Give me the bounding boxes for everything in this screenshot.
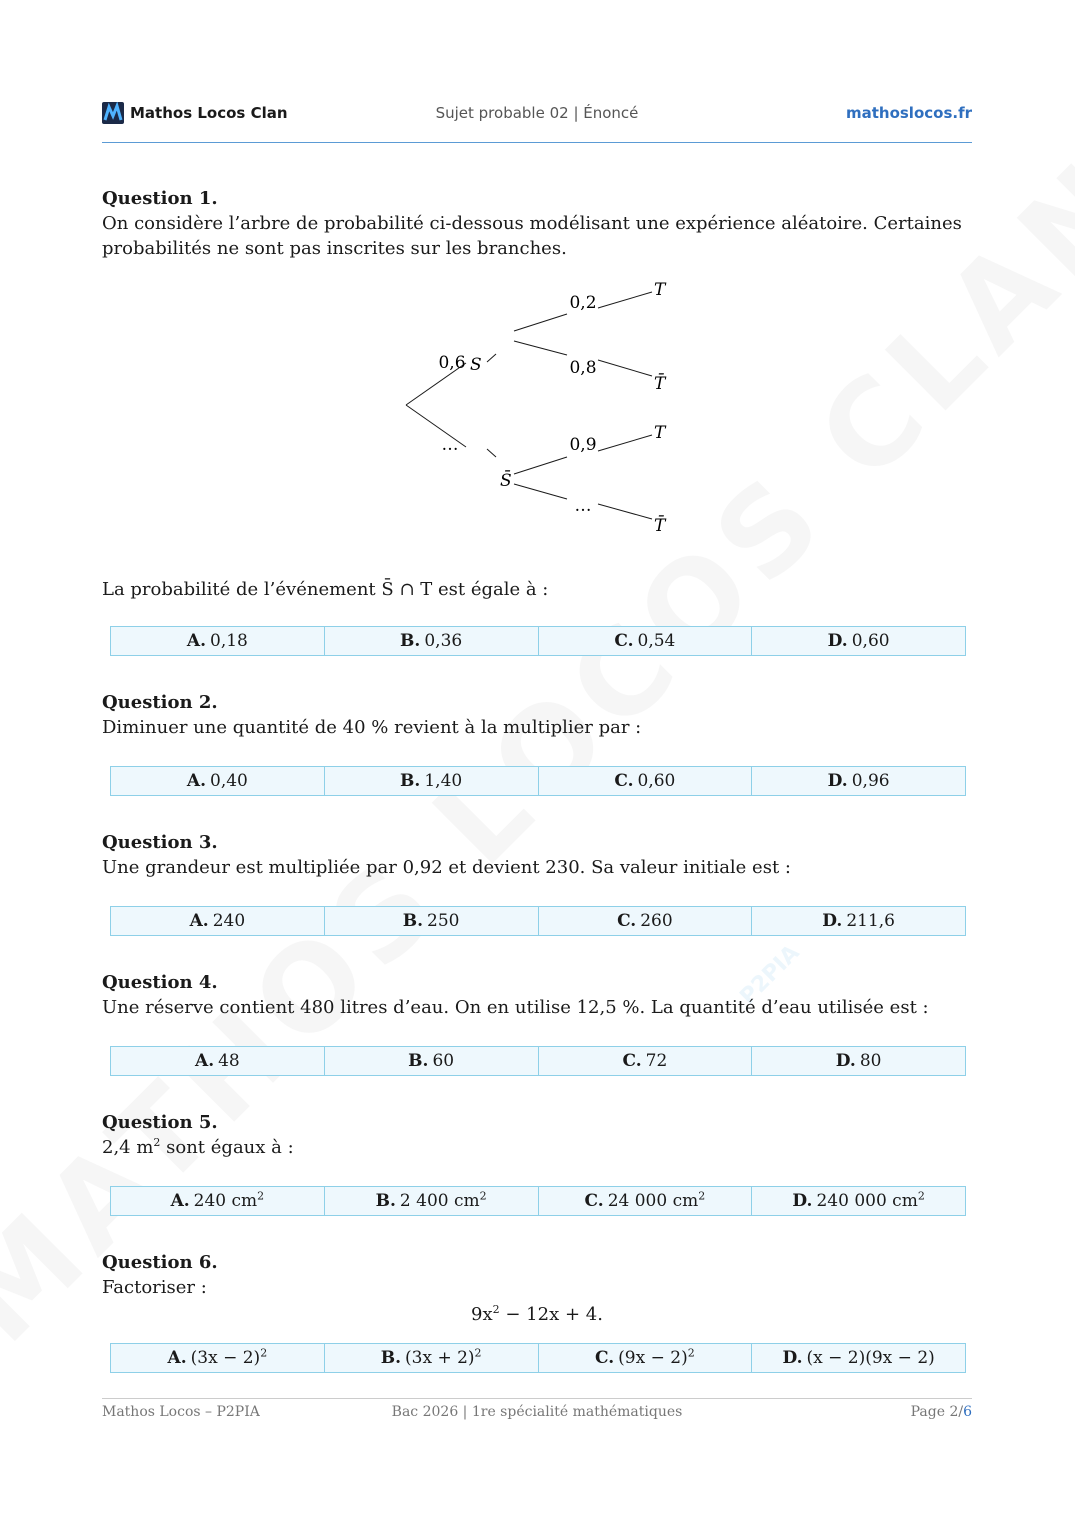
page-footer: [102, 1404, 972, 1424]
choice-a[interactable]: A. 0,40: [111, 767, 325, 795]
question-title: Question 4.: [102, 972, 218, 993]
question-title: Question 6.: [102, 1252, 218, 1273]
choice-a[interactable]: A. $(3x - 2)^2$: [111, 1344, 325, 1372]
content: [102, 188, 972, 1373]
choice-a[interactable]: A. 0,18: [111, 627, 325, 655]
answer-choices: [110, 626, 966, 656]
choice-d[interactable]: D. 80: [835, 1051, 882, 1071]
probability-tree: [402, 279, 682, 549]
question-text: Une grandeur est multipliée par 0,92 et devient 230. Sa valeur initiale est :: [102, 857, 791, 878]
tree-prob-s-t: 0,2: [569, 293, 597, 313]
question-text: On considère l’arbre de probabilité ci-dessous modélisant une expérience aléatoire. Certaines probabilités ne sont pas inscrites sur les branches.: [102, 213, 962, 259]
watermark-small: P2PIA: [735, 940, 805, 1010]
choice-c[interactable]: C. 0,54: [539, 627, 753, 655]
header-divider: [102, 142, 972, 143]
footer-left: Mathos Locos – P2PIA: [102, 1404, 260, 1420]
choice-b[interactable]: B. 1,40: [325, 767, 539, 795]
question-5: [102, 1112, 972, 1216]
page-number: Page 2/6: [910, 1404, 972, 1420]
question-title: Question 3.: [102, 832, 218, 853]
choice-c[interactable]: C. 24 000 $cm^2$: [539, 1187, 753, 1215]
question-4: [102, 972, 972, 1076]
formula: $9x^2 - 12x + 4$.: [471, 1303, 603, 1325]
choice-b[interactable]: B. 0,36: [325, 627, 539, 655]
question-title: Question 2.: [102, 692, 218, 713]
choice-b[interactable]: B. $(3x + 2)^2$: [325, 1344, 539, 1372]
document-title: Sujet probable 02 | Énoncé: [435, 104, 639, 122]
question-1: [102, 188, 972, 656]
tree-event-sbar-tbar: T̄: [654, 516, 666, 536]
choice-a[interactable]: A. 240 $cm^2$: [111, 1187, 325, 1215]
footer-divider: [102, 1398, 972, 1399]
answer-choices: [110, 766, 966, 796]
choice-a[interactable]: A. 48: [111, 1047, 325, 1075]
question-statement: La probabilité de l’événement S̄ ∩ T est égale à :: [102, 579, 549, 600]
tree-prob-sbar: …: [441, 435, 459, 455]
question-6: [102, 1252, 972, 1373]
choice-c[interactable]: C. 0,60: [539, 767, 753, 795]
choice-d[interactable]: D. 0,96: [827, 771, 890, 791]
question-2: [102, 692, 972, 796]
question-3: [102, 832, 972, 936]
answer-choices: [110, 906, 966, 936]
tree-event-s-t: T: [654, 280, 666, 300]
page-total-link[interactable]: 6: [963, 1404, 972, 1420]
question-title: Question 5.: [102, 1112, 218, 1133]
tree-prob-s-tbar: 0,8: [569, 358, 597, 378]
choice-d[interactable]: D. (x − 2)(9x − 2): [782, 1348, 935, 1368]
choice-c[interactable]: C. $(9x - 2)^2$: [539, 1344, 753, 1372]
tree-event-s: S: [470, 355, 482, 375]
brand-name: Mathos Locos Clan: [130, 104, 288, 122]
tree-event-s-tbar: T̄: [654, 374, 666, 394]
choice-a[interactable]: A. 240: [111, 907, 325, 935]
site-link[interactable]: mathoslocos.fr: [845, 104, 972, 122]
question-text: Une réserve contient 480 litres d’eau. On en utilise 12,5 %. La quantité d’eau utilisée est :: [102, 997, 929, 1018]
choice-b[interactable]: B. 250: [325, 907, 539, 935]
choice-c[interactable]: C. 72: [539, 1047, 753, 1075]
choice-b[interactable]: B. 60: [325, 1047, 539, 1075]
answer-choices: [110, 1343, 966, 1373]
choice-c[interactable]: C. 260: [539, 907, 753, 935]
choice-d[interactable]: D. 0,60: [827, 631, 890, 651]
answer-choices: [110, 1186, 966, 1216]
question-text: Factoriser :: [102, 1277, 207, 1298]
answer-choices: [110, 1046, 966, 1076]
page-header: [102, 100, 972, 128]
tree-event-sbar: S̄: [500, 471, 512, 491]
tree-prob-sbar-tbar: …: [574, 496, 592, 516]
footer-center: Bac 2026 | 1re spécialité mathématiques: [391, 1404, 683, 1420]
choice-d[interactable]: D. 240 000 $cm^2$: [792, 1189, 925, 1211]
tree-prob-sbar-t: 0,9: [569, 435, 597, 455]
question-text: Diminuer une quantité de 40 % revient à la multiplier par :: [102, 717, 642, 738]
choice-d[interactable]: D. 211,6: [822, 911, 895, 931]
question-text: 2,4 $m^2$ sont égaux à :: [102, 1136, 294, 1158]
question-title: Question 1.: [102, 188, 218, 209]
tree-event-sbar-t: T: [654, 423, 666, 443]
choice-b[interactable]: B. 2 400 $cm^2$: [325, 1187, 539, 1215]
tree-prob-s: 0,6: [438, 353, 466, 373]
